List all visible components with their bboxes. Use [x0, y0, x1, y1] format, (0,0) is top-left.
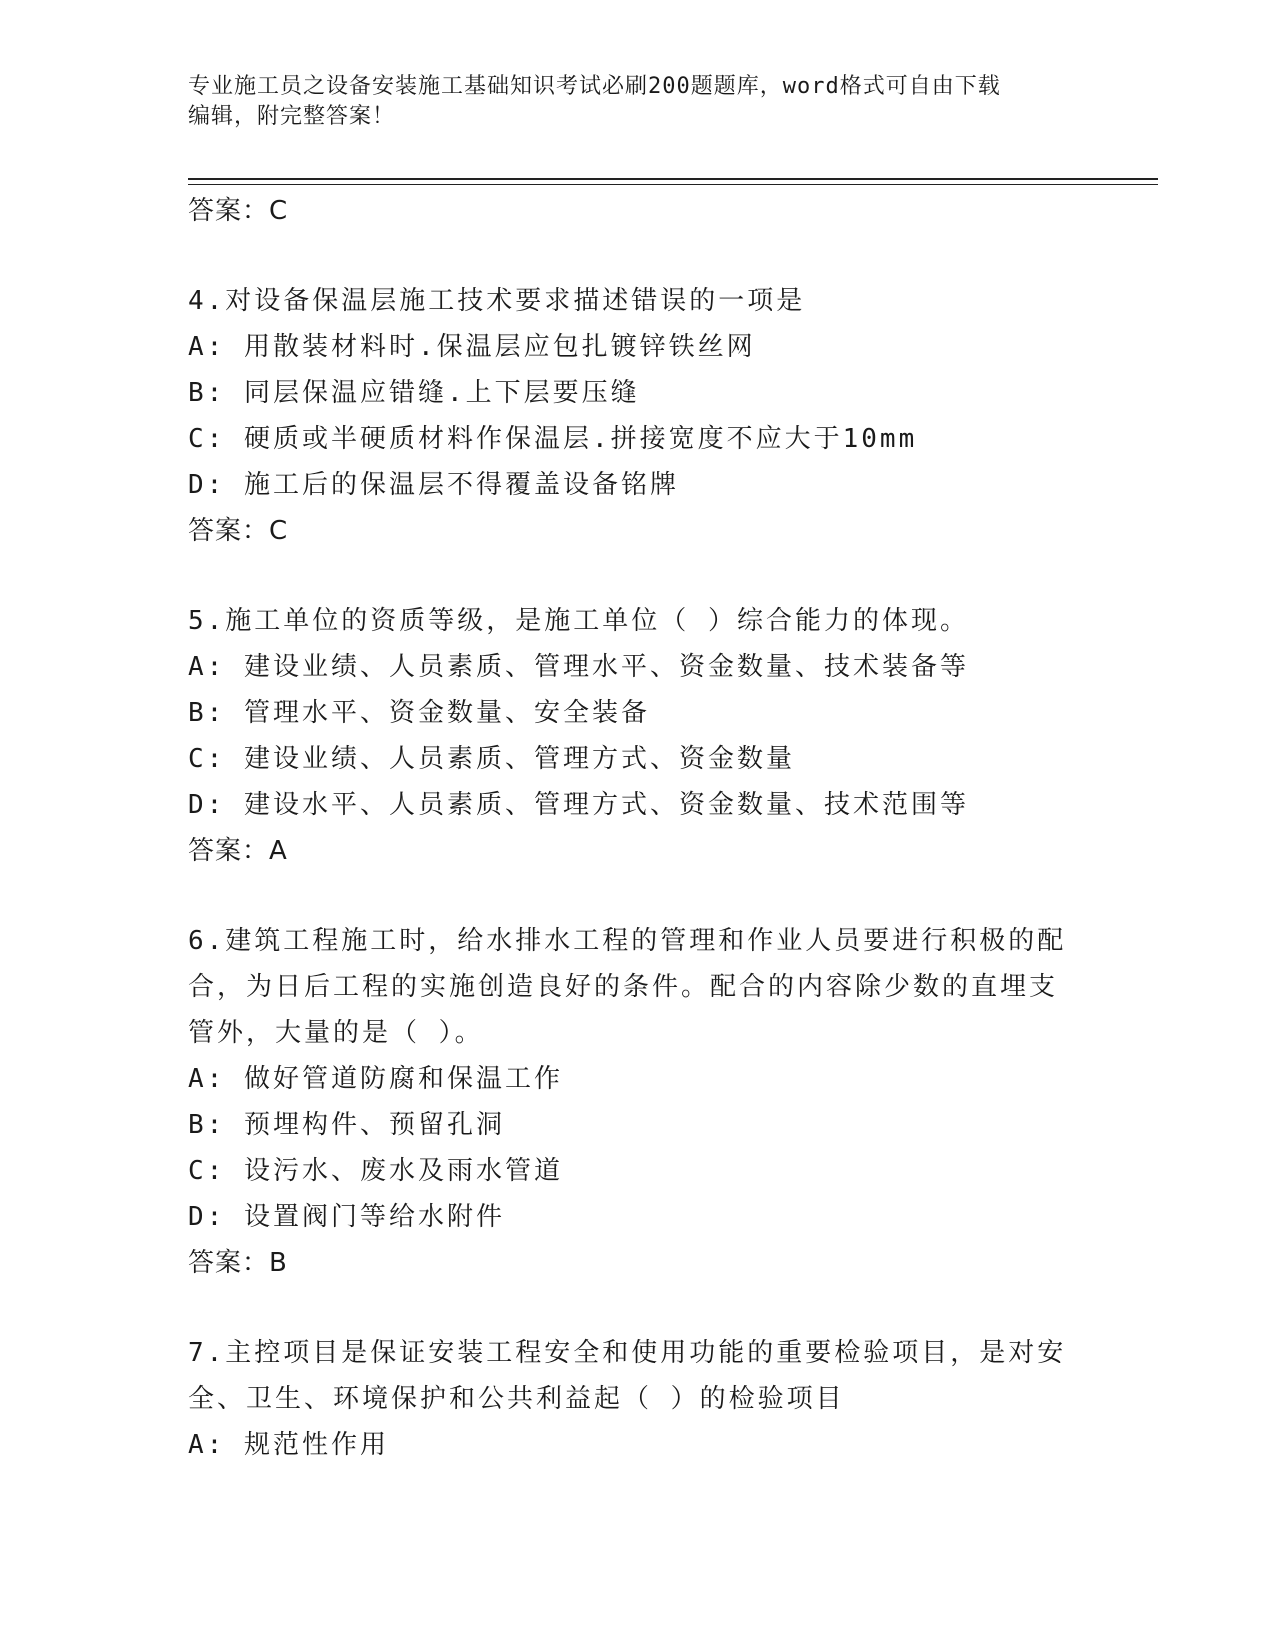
question-stem: 5.施工单位的资质等级，是施工单位（ ）综合能力的体现。: [188, 606, 969, 636]
question-5: [188, 598, 1088, 874]
question-list: [188, 188, 1088, 1468]
option-a: A: 建设业绩、人员素质、管理水平、资金数量、技术装备等: [188, 652, 969, 682]
option-c: C: 硬质或半硬质材料作保温层.拼接宽度不应大于10mm: [188, 424, 918, 454]
question-stem: 4.对设备保温层施工技术要求描述错误的一项是: [188, 286, 806, 316]
question-7: [188, 1330, 1088, 1468]
question-6: [188, 918, 1088, 1286]
question-stem: 7.主控项目是保证安装工程安全和使用功能的重要检验项目，是对安全、卫生、环境保护和公共利益起（ ）的检验项目: [188, 1338, 1067, 1414]
option-b: B: 同层保温应错缝.上下层要压缝: [188, 378, 640, 408]
question-stem: 6.建筑工程施工时，给水排水工程的管理和作业人员要进行积极的配合，为日后工程的实施创造良好的条件。配合的内容除少数的直埋支管外，大量的是（ ）。: [188, 926, 1067, 1048]
option-d: D: 建设水平、人员素质、管理方式、资金数量、技术范围等: [188, 790, 969, 820]
header-line-1: 专业施工员之设备安装施工基础知识考试必刷200题题库，word格式可自由下载: [188, 74, 1001, 99]
question-4: [188, 278, 1088, 554]
header-divider-thin: [188, 184, 1158, 185]
answer-line: 答案：A: [188, 836, 288, 866]
option-d: D: 施工后的保温层不得覆盖设备铭牌: [188, 470, 679, 500]
header-divider-thick: [188, 178, 1158, 180]
option-a: A: 规范性作用: [188, 1430, 389, 1460]
document-header: [188, 72, 1088, 132]
option-a: A: 用散装材料时.保温层应包扎镀锌铁丝网: [188, 332, 756, 362]
option-d: D: 设置阀门等给水附件: [188, 1202, 505, 1232]
answer-line: 答案：B: [188, 1248, 288, 1278]
option-b: B: 预埋构件、预留孔洞: [188, 1110, 505, 1140]
option-c: C: 建设业绩、人员素质、管理方式、资金数量: [188, 744, 795, 774]
header-line-2: 编辑，附完整答案！: [188, 104, 396, 129]
option-c: C: 设污水、废水及雨水管道: [188, 1156, 563, 1186]
option-a: A: 做好管道防腐和保温工作: [188, 1064, 563, 1094]
answer-line: 答案：C: [188, 516, 289, 546]
option-b: B: 管理水平、资金数量、安全装备: [188, 698, 650, 728]
answer-line: 答案：C: [188, 196, 289, 226]
